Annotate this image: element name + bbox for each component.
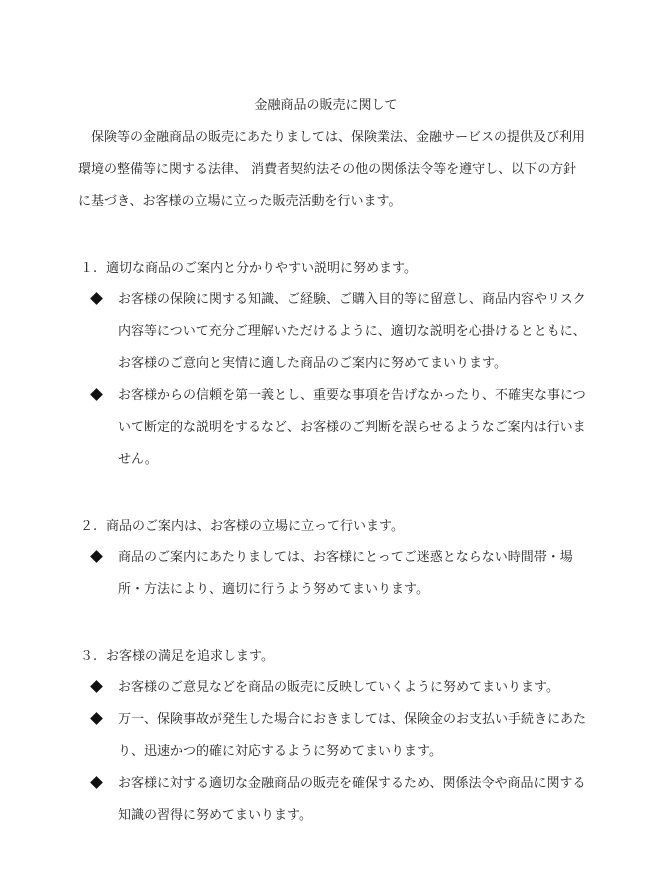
list-item-text: お客様の保険に関する知識、ご経験、ご購入目的等に留意し、商品内容やリスク内容等について充分ご理解いただけるように、適切な説明を心掛けるとともに、お客様のご意向と実情に適した商品のご案内に努めてまいります。 — [118, 292, 586, 371]
list-item-text: 万一、保険事故が発生した場合におきましては、保険金のお支払い手続きにあたり、迅速かつ的確に対応するように努めてまいります。 — [118, 712, 587, 759]
list-item-text: 商品のご案内にあたりましては、お客様にとってご迷惑とならない時間帯・場所・方法により、適切に行うよう努めてまいります。 — [118, 550, 573, 597]
diamond-bullet-icon — [90, 550, 103, 563]
bullet-list — [80, 284, 590, 476]
section-number: １. — [80, 261, 98, 276]
list-item-text: お客様に対する適切な金融商品の販売を確保するため、関係法令や商品に関する知識の習得に努めてまいります。 — [118, 776, 586, 823]
section-3 — [80, 642, 590, 832]
section-heading — [80, 642, 590, 672]
bullet-list — [80, 672, 590, 832]
section-heading-text: お客様の満足を追求します。 — [106, 649, 274, 664]
section-heading-text: 商品のご案内は、お客様の立場に立って行います。 — [106, 519, 404, 534]
section-1 — [80, 254, 590, 476]
list-item-text: お客様からの信頼を第一義とし、重要な事項を告げなかったり、不確実な事について断定的な説明をするなど、お客様のご判断を誤らせるようなご案内は行いません。 — [118, 388, 586, 467]
section-heading-text: 適切な商品のご案内と分かりやすい説明に努めます。 — [106, 261, 417, 276]
diamond-bullet-icon — [90, 388, 103, 401]
section-number: ３. — [80, 649, 98, 664]
section-number: ２. — [80, 519, 98, 534]
list-item — [80, 380, 590, 476]
diamond-bullet-icon — [90, 680, 103, 693]
bullet-list — [80, 542, 590, 606]
document-title: 金融商品の販売に関して — [254, 98, 398, 113]
list-item — [80, 672, 590, 704]
diamond-bullet-icon — [90, 776, 103, 789]
section-2 — [80, 512, 590, 606]
intro-paragraph: 保険等の金融商品の販売にあたりましては、保険業法、金融サービスの提供及び利用環境の整備等に関する法律、 消費者契約法その他の関係法令等を遵守し、以下の方針に基づき、お客様の立場に立った販売活動を行います。 — [78, 130, 586, 209]
section-heading — [80, 254, 590, 284]
list-item — [80, 284, 590, 380]
list-item-text: お客様のご意見などを商品の販売に反映していくように努めてまいります。 — [118, 680, 559, 695]
list-item — [80, 542, 590, 606]
diamond-bullet-icon — [90, 292, 103, 305]
list-item — [80, 768, 590, 832]
diamond-bullet-icon — [90, 712, 103, 725]
section-heading — [80, 512, 590, 542]
list-item — [80, 704, 590, 768]
